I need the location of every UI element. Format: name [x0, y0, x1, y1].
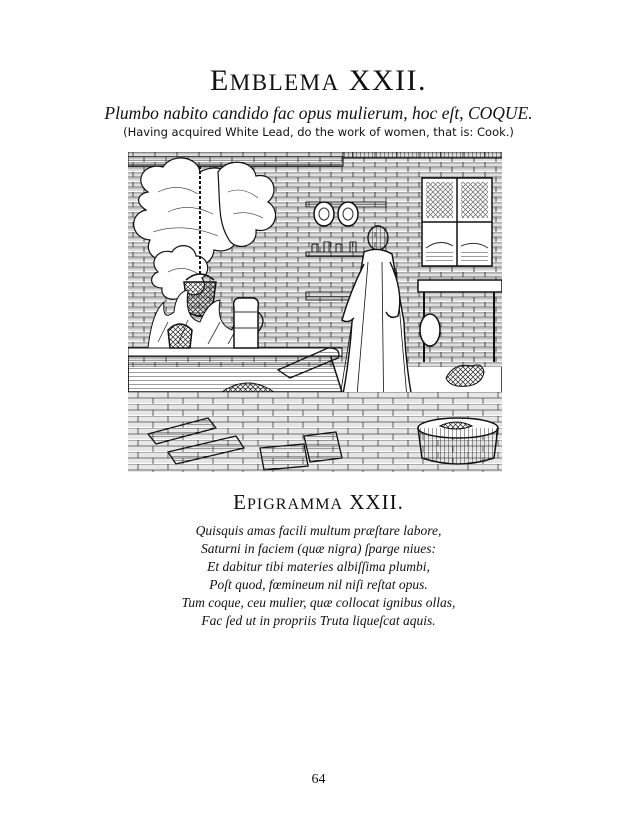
english-translation: (Having acquired White Lead, do the work of women, that is: Cook.) — [123, 125, 514, 139]
page-number: 64 — [311, 772, 326, 787]
verse-line: Fac ſed ut in propriis Truta liqueſcat aquis. — [201, 613, 436, 628]
epigram-title-initial: E — [233, 490, 247, 514]
emblem-title-rest: MBLEMA — [229, 70, 340, 95]
verse-line: Poſt quod, fœmineum nil niſi reſtat opus. — [209, 577, 428, 592]
epigram-title — [0, 490, 637, 517]
emblem-title-initial: E — [209, 64, 230, 97]
emblem-title — [0, 64, 637, 100]
verse-line: Et dabitur tibi materies albiſſima plumbi, — [207, 559, 430, 574]
verse-line: Quisquis amas facili multum præſtare labore, — [195, 523, 442, 538]
emblem-title-numeral: XXII. — [348, 64, 428, 97]
kitchen-engraving — [128, 152, 502, 472]
verse-line: Tum coque, ceu mulier, quæ collocat ignibus ollas, — [181, 595, 456, 610]
epigram-title-rest: PIGRAMMA — [246, 496, 343, 513]
epigram-title-numeral: XXII. — [349, 490, 404, 514]
latin-motto: Plumbo nabito candido fac opus mulierum, hoc eſt, COQUE. — [104, 103, 533, 123]
epigram-verses — [0, 522, 637, 630]
verse-line: Saturni in faciem (quæ nigra) ſparge niues: — [201, 541, 436, 556]
